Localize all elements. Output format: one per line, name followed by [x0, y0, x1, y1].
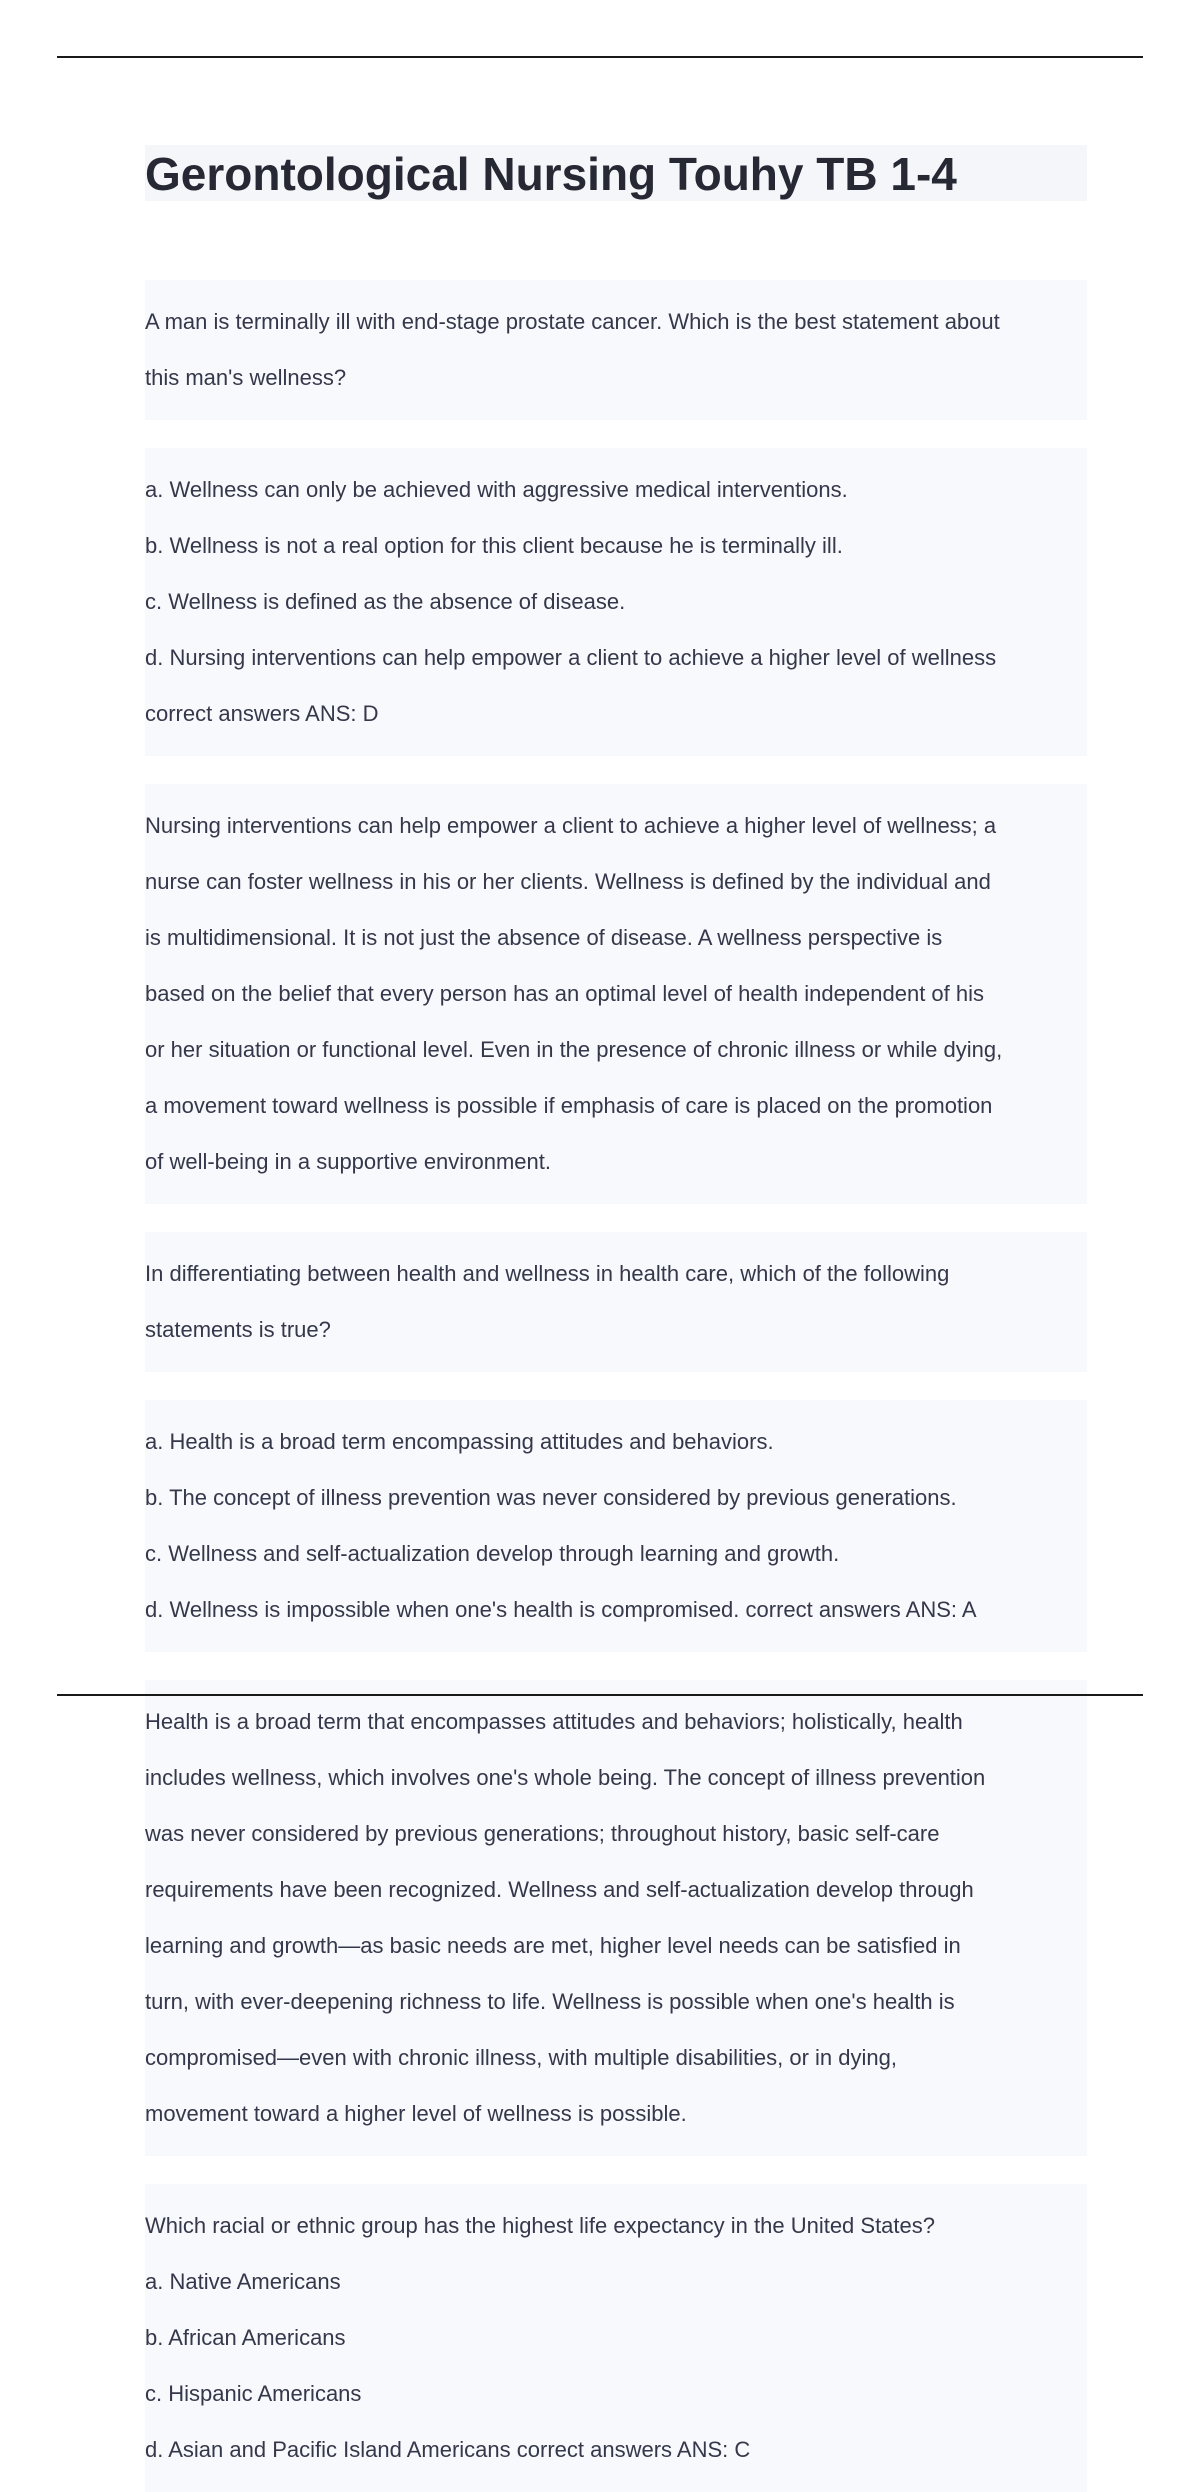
option-line: b. The concept of illness prevention was never considered by previous generations. — [145, 1485, 957, 1510]
question-2-text — [145, 1232, 1087, 1372]
text-line: Which racial or ethnic group has the highest life expectancy in the United States? — [145, 2213, 936, 2238]
option-line: d. Nursing interventions can help empower a client to achieve a higher level of wellness — [145, 645, 997, 670]
option-line: c. Hispanic Americans — [145, 2381, 362, 2406]
option-line: b. Wellness is not a real option for this client because he is terminally ill. — [145, 533, 843, 558]
option-line: a. Wellness can only be achieved with aggressive medical interventions. — [145, 477, 848, 502]
rationale-line: is multidimensional. It is not just the absence of disease. A wellness perspective is — [145, 925, 943, 950]
document-body — [145, 145, 1087, 2492]
rationale-line: Nursing interventions can help empower a client to achieve a higher level of wellness; a — [145, 813, 997, 838]
top-rule — [57, 56, 1143, 58]
rationale-line: learning and growth—as basic needs are met, higher level needs can be satisfied in — [145, 1933, 961, 1958]
rationale-line: turn, with ever-deepening richness to life. Wellness is possible when one's health is — [145, 1989, 955, 2014]
question-3-text — [145, 2184, 1087, 2492]
rationale-line: of well-being in a supportive environment. — [145, 1149, 552, 1174]
text-line: A man is terminally ill with end-stage prostate cancer. Which is the best statement about — [145, 309, 1000, 334]
text-line: statements is true? — [145, 1317, 331, 1342]
rationale-line: nurse can foster wellness in his or her clients. Wellness is defined by the individual and — [145, 869, 991, 894]
rationale-line: Health is a broad term that encompasses attitudes and behaviors; holistically, health — [145, 1709, 963, 1734]
option-line: a. Health is a broad term encompassing attitudes and behaviors. — [145, 1429, 774, 1454]
option-line: c. Wellness is defined as the absence of disease. — [145, 589, 626, 614]
answer-line: d. Asian and Pacific Island Americans correct answers ANS: C — [145, 2437, 751, 2462]
page-title: Gerontological Nursing Touhy TB 1-4 — [145, 145, 1087, 201]
question-1-rationale — [145, 784, 1087, 1204]
answer-line: d. Wellness is impossible when one's health is compromised. correct answers ANS: A — [145, 1597, 977, 1622]
rationale-line: a movement toward wellness is possible if emphasis of care is placed on the promotion — [145, 1093, 993, 1118]
question-1-text — [145, 280, 1087, 420]
question-1-options — [145, 448, 1087, 756]
option-line: a. Native Americans — [145, 2269, 341, 2294]
answer-line: correct answers ANS: D — [145, 701, 379, 726]
rationale-line: movement toward a higher level of wellness is possible. — [145, 2101, 687, 2126]
rationale-line: compromised—even with chronic illness, with multiple disabilities, or in dying, — [145, 2045, 897, 2070]
rationale-line: requirements have been recognized. Wellness and self-actualization develop through — [145, 1877, 974, 1902]
text-line: this man's wellness? — [145, 365, 347, 390]
rationale-line: was never considered by previous generations; throughout history, basic self-care — [145, 1821, 940, 1846]
text-line: In differentiating between health and wellness in health care, which of the following — [145, 1261, 950, 1286]
option-line: c. Wellness and self-actualization develop through learning and growth. — [145, 1541, 840, 1566]
option-line: b. African Americans — [145, 2325, 346, 2350]
rationale-line: or her situation or functional level. Even in the presence of chronic illness or while dying, — [145, 1037, 1003, 1062]
question-2-options — [145, 1400, 1087, 1652]
rationale-line: based on the belief that every person has an optimal level of health independent of his — [145, 981, 985, 1006]
question-2-rationale — [145, 1680, 1087, 2156]
rationale-line: includes wellness, which involves one's whole being. The concept of illness prevention — [145, 1765, 986, 1790]
bottom-rule — [57, 1694, 1143, 1696]
